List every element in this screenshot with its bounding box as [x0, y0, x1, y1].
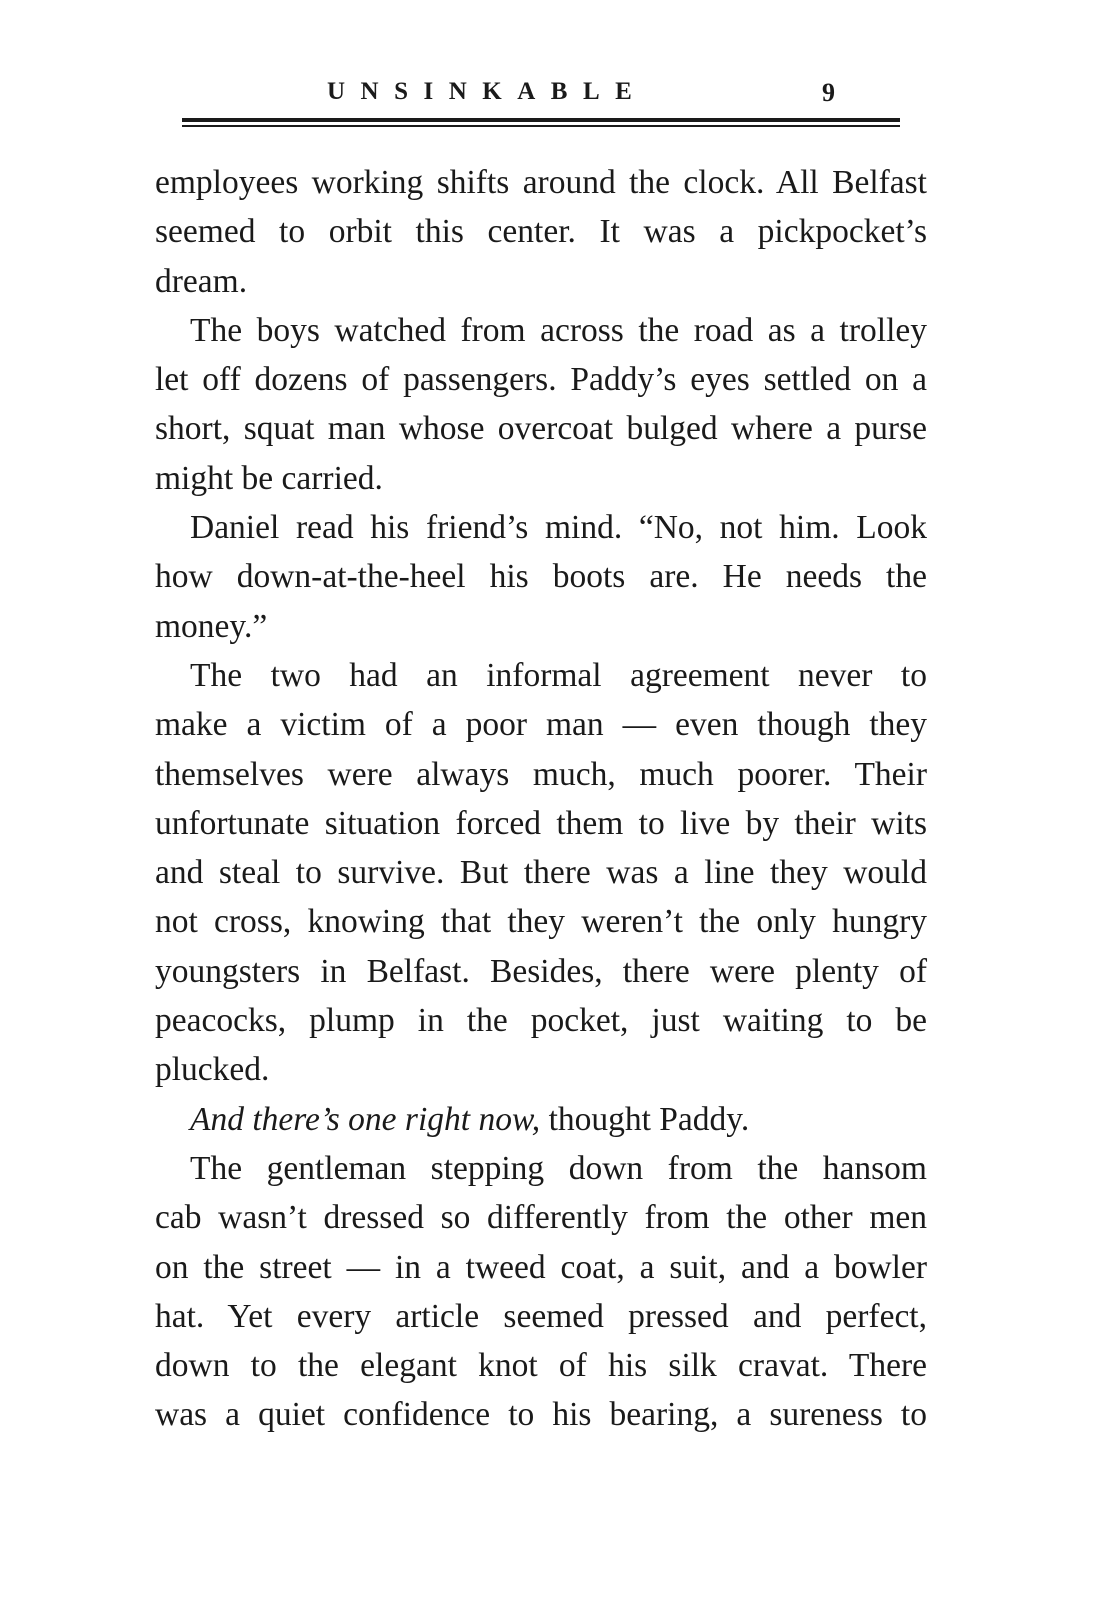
- running-header: [182, 78, 900, 112]
- text-line: youngsters in Belfast. Besides, there were plenty of: [155, 952, 927, 990]
- header-rule-thin: [182, 125, 900, 127]
- text-line: let off dozens of passengers. Paddy’s eyes settled on a: [155, 361, 927, 399]
- text-line: down to the elegant knot of his silk cravat. There: [155, 1347, 927, 1385]
- text-line: Daniel read his friend’s mind. “No, not him. Look: [190, 509, 927, 547]
- text-line: might be carried.: [155, 459, 383, 497]
- text-line: dream.: [155, 262, 248, 300]
- running-title: UNSINKABLE: [327, 78, 648, 105]
- page-number: 9: [822, 78, 835, 107]
- text-line: peacocks, plump in the pocket, just waiting to be: [155, 1002, 927, 1040]
- text-line: The two had an informal agreement never to: [190, 656, 927, 694]
- text-line: short, squat man whose overcoat bulged where a purse: [155, 410, 927, 448]
- text-line: unfortunate situation forced them to live by their wits: [155, 804, 927, 842]
- text-line: themselves were always much, much poorer. Their: [155, 755, 927, 793]
- text-line: was a quiet confidence to his bearing, a sureness to: [155, 1396, 927, 1434]
- text-line: and steal to survive. But there was a line they would: [155, 854, 927, 892]
- text-line: seemed to orbit this center. It was a pickpocket’s: [155, 213, 927, 251]
- text-line: not cross, knowing that they weren’t the only hungry: [155, 903, 927, 941]
- text-line: make a victim of a poor man — even though they: [155, 706, 927, 744]
- text-line: cab wasn’t dressed so differently from the other men: [155, 1199, 927, 1237]
- text-line: [155, 1095, 927, 1144]
- italic-thought: And there’s one right now,: [190, 1100, 541, 1138]
- text-line: on the street — in a tweed coat, a suit, and a bowler: [155, 1248, 927, 1286]
- text-line: hat. Yet every article seemed pressed and perfect,: [155, 1297, 927, 1335]
- thought-attribution: thought Paddy.: [540, 1100, 750, 1138]
- text-line: employees working shifts around the clock. All Belfast: [155, 164, 927, 201]
- text-line: plucked.: [155, 1051, 270, 1089]
- body-text: [155, 158, 927, 1440]
- text-line: The gentleman stepping down from the hansom: [190, 1149, 927, 1187]
- header-rule-thick: [182, 118, 900, 122]
- text-line: money.”: [155, 607, 268, 645]
- text-line: how down-at-the-heel his boots are. He needs the: [155, 558, 927, 596]
- text-line: The boys watched from across the road as a trolley: [190, 311, 927, 349]
